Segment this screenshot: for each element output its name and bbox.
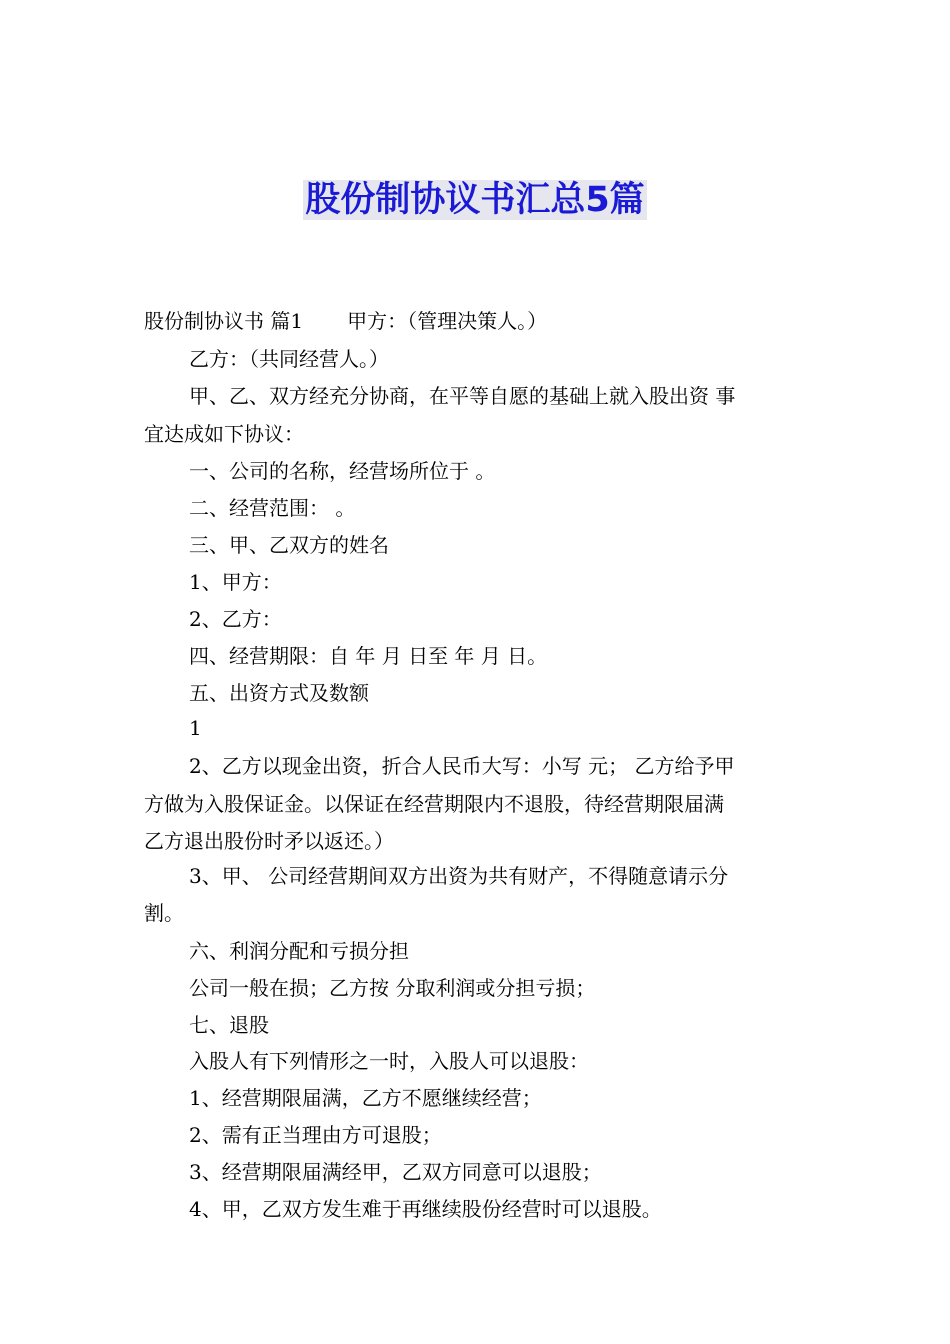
document-title [0,176,950,224]
paragraph-line: 四、经营期限：自 年 月 日至 年 月 日。 [189,644,548,668]
paragraph-line: 公司一般在损；乙方按 分取利润或分担亏损； [189,976,596,1000]
document-title-text: 股份制协议书汇总5篇 [305,180,645,220]
party-a-label: 甲方：（管理决策人。） [347,309,548,333]
paragraph-line [144,306,810,336]
paragraph-line: 入股人有下列情形之一时，入股人可以退股： [189,1049,589,1073]
paragraph-line: 2、需有正当理由方可退股； [189,1123,442,1147]
paragraph-line: 三、甲、乙双方的姓名 [189,533,389,557]
paragraph-line: 宜达成如下协议： [144,422,304,446]
paragraph-line: 3、经营期限届满经甲，乙双方同意可以退股； [189,1160,602,1184]
paragraph-line: 七、退股 [189,1013,269,1037]
section-heading: 股份制协议书 篇1 [144,309,304,333]
paragraph-line: 4、甲，乙双方发生难于再继续股份经营时可以退股。 [189,1197,662,1221]
paragraph-line: 六、利润分配和亏损分担 [189,939,409,963]
paragraph-line: 3、甲、 公司经营期间双方出资为共有财产，不得随意请示分 [189,864,729,888]
paragraph-line: 1、经营期限届满，乙方不愿继续经营； [189,1086,542,1110]
paragraph-line: 2、乙方： [189,607,282,631]
paragraph-line: 割。 [144,901,184,925]
paragraph-line: 五、出资方式及数额 [189,681,369,705]
paragraph-line: 二、经营范围： 。 [189,496,356,520]
paragraph-line: 甲、乙、双方经充分协商，在平等自愿的基础上就入股出资 事 [189,384,736,408]
paragraph-line: 2、乙方以现金出资，折合人民币大写：小写 元； 乙方给予甲 [189,754,735,778]
paragraph-line: 1 [189,716,202,740]
paragraph-line: 1、甲方： [189,570,282,594]
paragraph-line: 方做为入股保证金。以保证在经营期限内不退股，待经营期限届满 [144,792,724,816]
paragraph-line: 乙方：（共同经营人。） [189,347,389,371]
paragraph-line: 乙方退出股份时矛以返还。） [144,829,394,853]
paragraph-line: 一、公司的名称，经营场所位于 。 [189,459,496,483]
